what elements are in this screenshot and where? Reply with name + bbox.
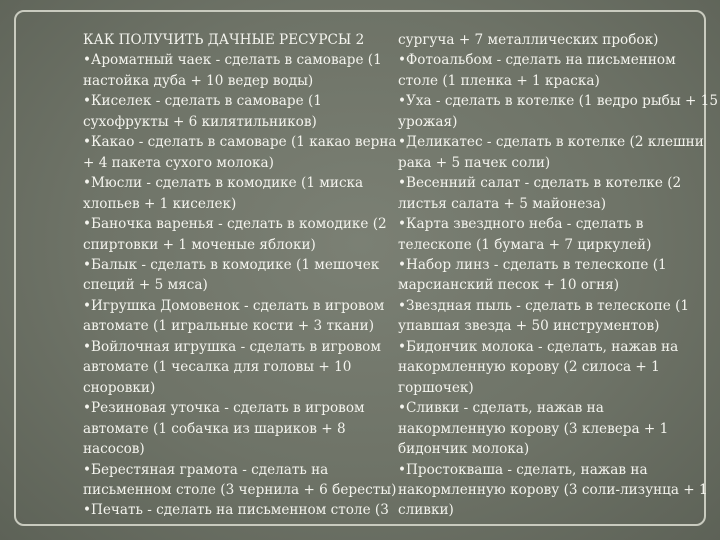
text-line: + 4 пакета сухого молока) xyxy=(83,154,274,171)
text-line: •Простокваша - сделать, нажав на xyxy=(398,461,648,478)
text-line: накормленную корову (2 силоса + 1 xyxy=(398,359,660,376)
text-line: •Печать - сделать на письменном столе (3 xyxy=(83,502,389,519)
text-line: •Берестяная грамота - сделать на xyxy=(83,461,329,478)
text-line: рака + 5 пачек соли) xyxy=(398,154,551,171)
text-line: •Звездная пыль - сделать в телескопе (1 xyxy=(398,297,690,314)
text-line: спиртовки + 1 моченые яблоки) xyxy=(83,236,316,253)
text-line: горшочек) xyxy=(398,379,474,396)
text-line: •Резиновая уточка - сделать в игровом xyxy=(83,400,365,417)
text-line: •Балык - сделать в комодике (1 мешочек xyxy=(83,256,380,273)
text-line: •Карта звездного неба - сделать в xyxy=(398,216,644,233)
text-line: •Набор линз - сделать в телескопе (1 xyxy=(398,256,667,273)
text-line: бидончик молока) xyxy=(398,441,530,458)
text-line: урожая) xyxy=(398,113,458,130)
right-column xyxy=(398,30,718,521)
text-line: •Бидончик молока - сделать, нажав на xyxy=(398,338,679,355)
text-line: •Мюсли - сделать в комодике (1 миска xyxy=(83,175,364,192)
text-line: •Какао - сделать в самоваре (1 какао верна xyxy=(83,134,397,151)
text-line: автомате (1 игральные кости + 3 ткани) xyxy=(83,318,374,335)
text-line: телескопе (1 бумага + 7 циркулей) xyxy=(398,236,652,253)
text-line: •Деликатес - сделать в котелке (2 клешни xyxy=(398,134,704,151)
text-line: хлопьев + 1 киселек) xyxy=(83,195,237,212)
left-column xyxy=(83,30,395,521)
text-line: марсианский песок + 10 огня) xyxy=(398,277,620,294)
text-line: •Ароматный чаек - сделать в самоваре (1 xyxy=(83,52,382,69)
text-line: письменном столе (3 чернила + 6 бересты) xyxy=(83,481,397,498)
text-line: листья салата + 5 майонеза) xyxy=(398,195,607,212)
text-line: сухофрукты + 6 килятильников) xyxy=(83,113,317,130)
text-line: накормленную корову (3 соли-лизунца + 1 xyxy=(398,481,708,498)
text-line: автомате (1 чесалка для головы + 10 xyxy=(83,359,352,376)
text-line: •Весенний салат - сделать в котелке (2 xyxy=(398,175,682,192)
text-line: накормленную корову (3 клевера + 1 xyxy=(398,420,669,437)
text-line: настойка дуба + 10 ведер воды) xyxy=(83,72,314,89)
text-line: упавшая звезда + 50 инструментов) xyxy=(398,318,660,335)
text-line: сноровки) xyxy=(83,379,156,396)
text-line: столе (1 пленка + 1 краска) xyxy=(398,72,600,89)
text-line: автомате (1 собачка из шариков + 8 xyxy=(83,420,346,437)
text-line: сургуча + 7 металлических пробок) xyxy=(398,32,659,48)
slide-title: КАК ПОЛУЧИТЬ ДАЧНЫЕ РЕСУРСЫ 2 xyxy=(83,32,365,48)
text-line: специй + 5 мяса) xyxy=(83,277,208,294)
text-line: •Игрушка Домовенок - сделать в игровом xyxy=(83,297,385,314)
text-line: •Уха - сделать в котелке (1 ведро рыбы + 15 xyxy=(398,93,718,110)
text-line: насосов) xyxy=(83,441,145,458)
text-line: сливки) xyxy=(398,502,454,519)
text-line: •Войлочная игрушка - сделать в игровом xyxy=(83,338,381,355)
text-line: •Баночка варенья - сделать в комодике (2 xyxy=(83,216,387,233)
text-line: •Сливки - сделать, нажав на xyxy=(398,400,604,417)
text-line: •Фотоальбом - сделать на письменном xyxy=(398,52,676,69)
text-line: •Киселек - сделать в самоваре (1 xyxy=(83,93,322,110)
